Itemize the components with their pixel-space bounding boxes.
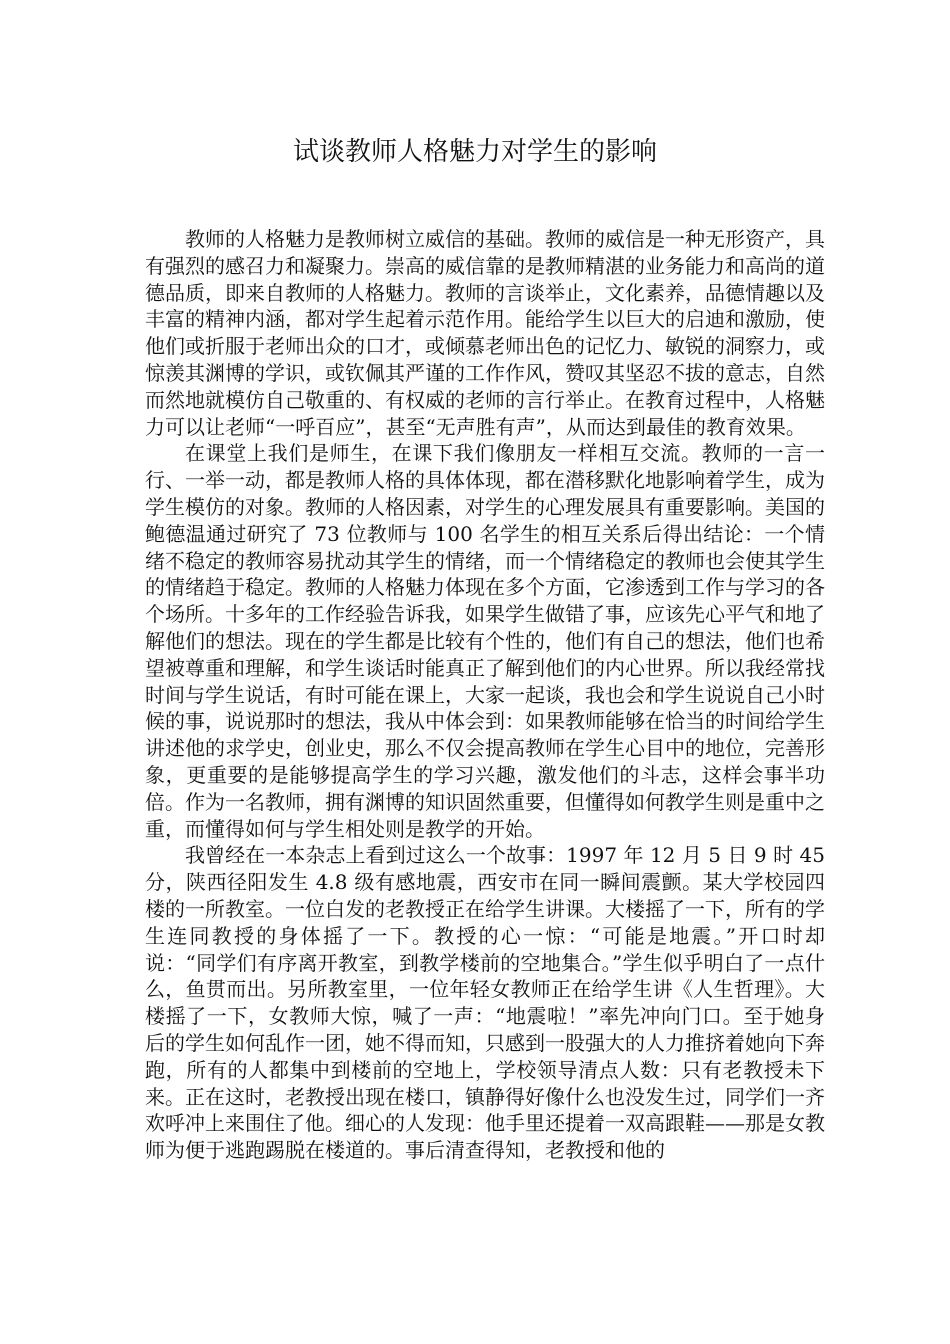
document-title: 试谈教师人格魅力对学生的影响 xyxy=(292,137,657,167)
document-body xyxy=(145,226,825,1163)
paragraph-1: 教师的人格魅力是教师树立威信的基础。教师的威信是一种无形资产，具有强烈的感召力和凝聚力。崇高的威信靠的是教师精湛的业务能力和高尚的道德品质，即来自教师的人格魅力。教师的言谈举止，文化素养，品德情趣以及丰富的精神内涵，都对学生起着示范作用。能给学生以巨大的启迪和激励，使他们或折服于老师出众的口才，或倾慕老师出色的记忆力、敏锐的洞察力，或惊羡其渊博的学识，或钦佩其严谨的工作作风，赞叹其坚忍不拔的意志，自然而然地就模仿自己敬重的、有权威的老师的言行举止。在教育过程中，人格魅力可以让老师“一呼百应”，甚至“无声胜有声”，从而达到最佳的教育效果。 xyxy=(145,227,825,439)
paragraph-2: 在课堂上我们是师生，在课下我们像朋友一样相互交流。教师的一言一行、一举一动，都是教师人格的具体体现，都在潜移默化地影响着学生，成为学生模仿的对象。教师的人格因素，对学生的心理发展具有重要影响。美国的鲍德温通过研究了 73 位教师与 100 名学生的相互关系后得出结论：一个情绪不稳定的教师容易扰动其学生的情绪，而一个情绪稳定的教师也会使其学生的情绪趋于稳定。教师的人格魅力体现在多个方面，它渗透到工作与学习的各个场所。十多年的工作经验告诉我，如果学生做错了事，应该先心平气和地了解他们的想法。现在的学生都是比较有个性的，他们有自己的想法，他们也希望被尊重和理解，和学生谈话时能真正了解到他们的内心世界。所以我经常找时间与学生说话，有时可能在课上，大家一起谈，我也会和学生说说自己小时候的事，说说那时的想法，我从中体会到：如果教师能够在恰当的时间给学生讲述他的求学史，创业史，那么不仅会提高教师在学生心目中的地位，完善形象，更重要的是能够提高学生的学习兴趣，激发他们的斗志，这样会事半功倍。作为一名教师，拥有渊博的知识固然重要，但懂得如何教学生则是重中之重，而懂得如何与学生相处则是教学的开始。 xyxy=(145,441,825,841)
paragraph-3: 我曾经在一本杂志上看到过这么一个故事：1997 年 12 月 5 日 9 时 45 分，陕西径阳发生 4.8 级有感地震，西安市在同一瞬间震颤。某大学校园四楼的一所教室。一位白发的老教授正在给学生讲课。大楼摇了一下，所有的学生连同教授的身体摇了一下。教授的心一惊：“可能是地震。”开口时却说：“同学们有序离开教室，到教学楼前的空地集合。”学生似乎明白了一点什么，鱼贯而出。另所教室里，一位年轻女教师正在给学生讲《人生哲理》。大楼摇了一下，女教师大惊，喊了一声：“地震啦！”率先冲向门口。至于她身后的学生如何乱作一团，她不得而知，只感到一股强大的人力推挤着她向下奔跑，所有的人都集中到楼前的空地上，学校领导清点人数：只有老教授未下来。正在这时，老教授出现在楼口，镇静得好像什么也没发生过，同学们一齐欢呼冲上来围住了他。细心的人发现：他手里还提着一双高跟鞋——那是女教师为便于逃跑踢脱在楼道的。事后清查得知，老教授和他的 xyxy=(145,843,825,1163)
